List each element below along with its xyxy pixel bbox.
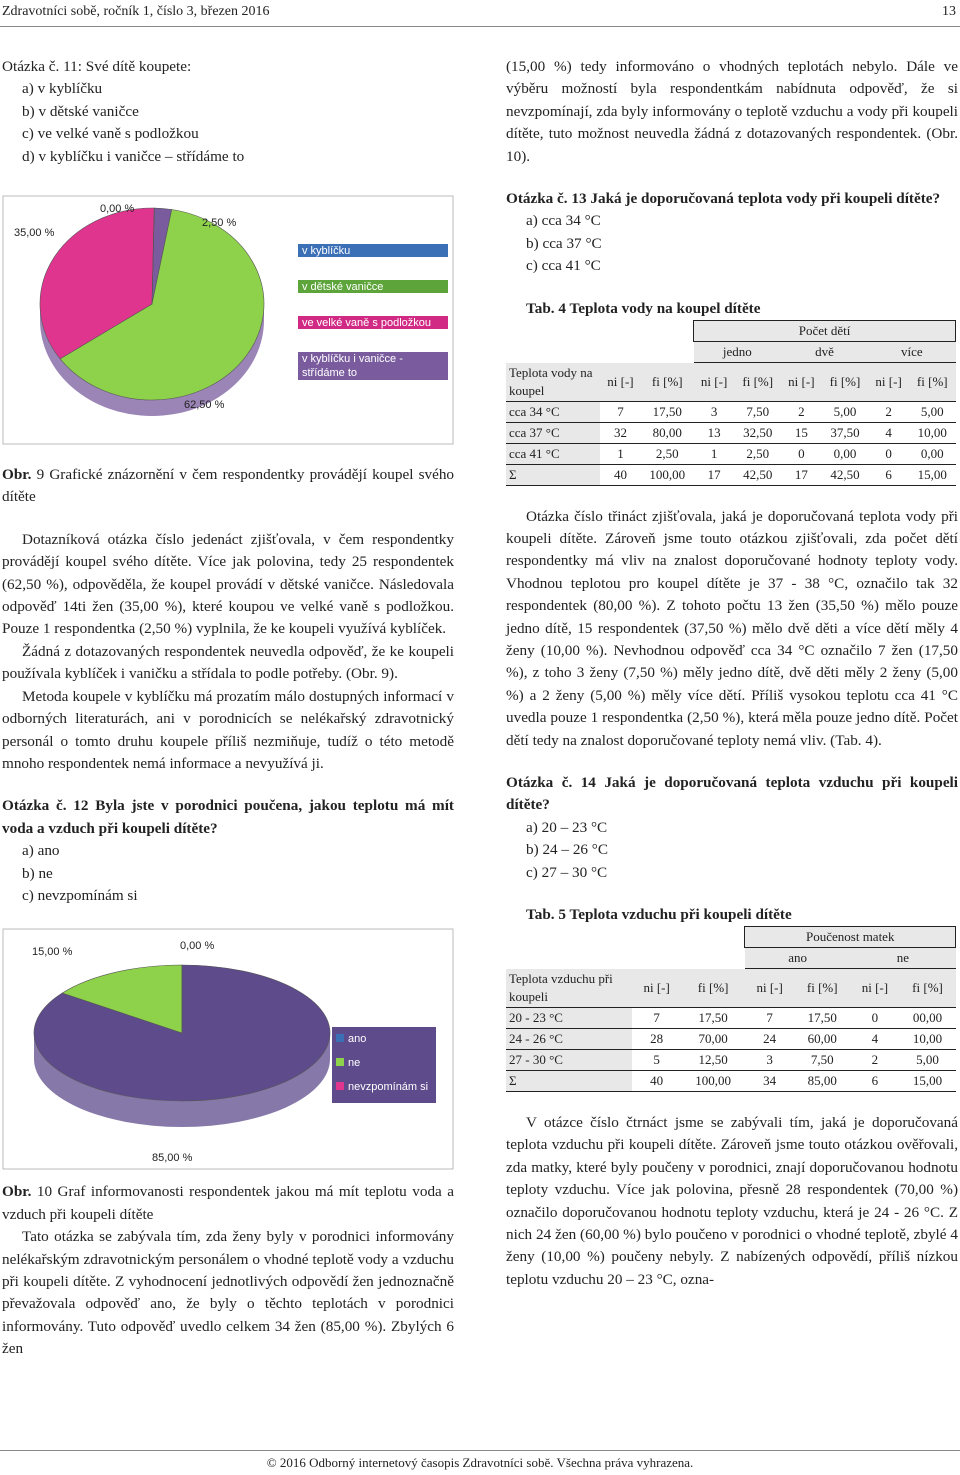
q12-num: Otázka č.	[2, 797, 67, 815]
tab4-cell: cca 37 °C	[506, 422, 600, 443]
tab4-cell: cca 41 °C	[506, 443, 600, 464]
caption-10-text: 10 Graf informovanosti respondentek jakou má mít teplotu voda a vzduch při koupeli dítěte	[2, 1183, 454, 1223]
table-row	[506, 401, 956, 422]
tab4-cell: 2,50	[746, 445, 770, 461]
tab5-cell: 24 - 26 °C	[506, 1028, 632, 1049]
tab4-colhead: fi [%]	[651, 373, 683, 389]
q14-option-b: b) 24 – 26 °C	[526, 841, 609, 859]
tab5-sub-ne: ne	[850, 948, 955, 969]
tab4-cell: 2,50	[655, 445, 679, 461]
tab4-cell: 6	[885, 466, 892, 482]
tab4-cell: 80,00	[652, 424, 682, 440]
table-row-sum	[506, 1070, 956, 1091]
tab5-colhead: fi [%]	[697, 979, 729, 995]
q12-option-b: b) ne	[22, 864, 53, 882]
tab5-colhead: ni [-]	[861, 980, 889, 996]
tab5-colhead: fi [%]	[912, 980, 943, 996]
tab4-cell: 17	[794, 466, 808, 482]
pie9-label-35: 35,00 %	[14, 227, 55, 240]
tab5-group: Poučenost matek	[745, 927, 956, 948]
tab4-colhead: ni [-]	[875, 373, 902, 389]
table-5	[506, 926, 956, 1092]
tab4-cell: 3	[710, 403, 718, 419]
tab5-colhead: ni [-]	[756, 980, 783, 996]
tab5-cell: 4	[871, 1030, 879, 1046]
tab4-cell: 15,00	[917, 466, 947, 482]
q12-title	[2, 795, 454, 840]
tab5-colhead: fi [%]	[806, 980, 838, 996]
legend-swatch-ano	[336, 1034, 344, 1042]
tab5-cell: 85,00	[807, 1072, 837, 1088]
tab5-cell: 17,50	[698, 1009, 728, 1025]
q12-text: 12 Byla jste v porodnici poučena, jakou teplotu má mít voda a vzduch při koupeli dítěte?	[2, 797, 454, 837]
left-paragraph-3: Metoda koupele v kyblíčku má prozatím málo dostupných informací v odborných literaturách, ani v porodnicích se nelékařský zdravotnický personál o tomto druhu koupele příliš nezmiňuje, tudíž o této metodě mnoho respondentek nemá informace a nevyužívá ji.	[2, 687, 454, 772]
tab4-cell: 5,00	[920, 403, 944, 419]
figure-9-caption	[2, 464, 454, 509]
q11-option-d: d) v kyblíčku i vaničce – střídáme to	[22, 147, 245, 165]
tab4-cell: 15	[794, 424, 808, 440]
legend-swatch-nevzpominam	[336, 1082, 344, 1090]
q13-option-b: b) cca 37 °C	[526, 234, 602, 252]
tab5-cell: 12,50	[698, 1051, 728, 1067]
tab5-cell: 60,00	[807, 1030, 837, 1046]
page-footer	[0, 1450, 960, 1475]
q11-title: Otázka č. 11: Své dítě koupete:	[2, 58, 192, 75]
tab5-cell: 40	[650, 1072, 664, 1088]
tab4-cell: 100,00	[649, 466, 686, 482]
copyright: © 2016 Odborný internetový časopis Zdravotníci sobě. Všechna práva vyhrazena.	[266, 1455, 694, 1470]
tab4-colhead: fi [%]	[916, 373, 948, 389]
pie9-label-2-5: 2,50 %	[202, 217, 237, 230]
tab4-sub-dve: dvě	[781, 342, 868, 363]
tab4-colhead: fi [%]	[742, 373, 774, 389]
caption-9-num: Obr.	[2, 466, 32, 484]
q11-option-b: b) v dětské vaničce	[22, 102, 139, 120]
q13-num: Otázka č.	[506, 190, 568, 208]
tab5-cell: 7	[653, 1009, 660, 1025]
tab5-cell: 5,00	[916, 1051, 939, 1067]
tab4-cell: 40	[613, 466, 627, 482]
tab5-cell: 70,00	[698, 1030, 728, 1046]
table-row	[506, 1028, 956, 1049]
tab4-cell: 0,00	[833, 445, 857, 461]
tab5-cell: 100,00	[695, 1072, 732, 1088]
tab4-cell: Σ	[506, 464, 600, 485]
pie10-label-0: 0,00 %	[180, 940, 215, 953]
left-paragraph-4: Tato otázka se zabývala tím, zda ženy byly v porodnici informovány nelékařským zdravotnickým personálem o vhodné teplotě vody a vzduchu při koupeli dítěte. Z vyhodnocení jednotlivých odpovědí žen jednoznačně převažovala odpověď ano, že byly o těchto teplotách v porodnici informovány. Tuto odpověď uvedlo celkem 34 žen (85,00 %). Zbylých 6 žen	[2, 1228, 454, 1358]
table-row	[506, 1049, 956, 1070]
tab4-title: Tab. 4 Teplota vody na koupel dítěte	[526, 299, 761, 317]
tab5-rowhead: Teplota vzduchu při koupeli	[509, 970, 613, 1004]
tab4-cell: 32	[613, 424, 627, 440]
tab4-colhead: ni [-]	[607, 373, 634, 389]
tab4-cell: 37,50	[830, 424, 860, 440]
tab4-cell: 7	[617, 403, 624, 419]
tab5-cell: 7	[766, 1009, 773, 1025]
right-column	[506, 56, 958, 1291]
pie-chart-9	[2, 182, 454, 452]
tab4-cell: 0,00	[920, 445, 944, 461]
figure-9	[2, 182, 454, 452]
q13-text: 13 Jaká je doporučovaná teplota vody při koupeli dítěte?	[571, 190, 941, 208]
q14-option-a: a) 20 – 23 °C	[526, 818, 608, 836]
tab5-cell: 7,50	[810, 1051, 834, 1067]
legend-stridame-1: v kyblíčku i vaničce -	[302, 353, 403, 366]
q12-option-a: a) ano	[22, 842, 60, 860]
tab5-cell: 24	[763, 1030, 777, 1046]
page-header	[0, 0, 960, 27]
q14-title	[506, 772, 958, 817]
legend-vanicka: v dětské vaničce	[302, 281, 384, 294]
tab4-cell: 0	[798, 445, 805, 461]
tab5-cell: 20 - 23 °C	[506, 1007, 632, 1028]
left-paragraph-2: Žádná z dotazovaných respondentek neuvedla odpověď, že ke koupeli používala kyblíček i vaničku a střídala to podle potřeby. (Obr. 9).	[2, 642, 454, 683]
page-number: 13	[942, 4, 956, 19]
tab4-cell: 13	[707, 424, 721, 440]
tab4-rowhead: Teplota vody na koupel	[509, 364, 593, 398]
tab4-cell: cca 34 °C	[506, 401, 600, 422]
pie9-label-62-5: 62,50 %	[184, 399, 225, 412]
tab4-cell: 5,00	[833, 403, 857, 419]
tab4-cell: 32,50	[743, 424, 773, 440]
table-row	[506, 1007, 956, 1028]
legend-ne: ne	[348, 1057, 361, 1070]
q11-option-c: c) ve velké vaně s podložkou	[22, 125, 199, 143]
q12-option-c: c) nevzpomínám si	[22, 886, 138, 904]
legend-kyblicek: v kyblíčku	[302, 245, 351, 258]
tab5-cell: 34	[763, 1072, 777, 1088]
q11-option-a: a) v kyblíčku	[22, 80, 103, 98]
tab5-cell: 2	[871, 1051, 879, 1067]
tab4-group: Počet dětí	[694, 321, 956, 342]
q13-option-c: c) cca 41 °C	[526, 257, 601, 275]
tab5-colhead: ni [-]	[643, 979, 670, 995]
tab4-cell: 1	[617, 445, 624, 461]
figure-10-caption	[2, 1181, 454, 1226]
tab5-cell: Σ	[506, 1070, 632, 1091]
legend-swatch-ne	[336, 1058, 344, 1066]
tab5-cell: 6	[871, 1072, 879, 1088]
table-4	[506, 320, 956, 486]
tab5-cell: 5	[653, 1051, 660, 1067]
tab5-cell: 28	[650, 1030, 664, 1046]
tab4-colhead: fi [%]	[829, 373, 861, 389]
table-row	[506, 422, 956, 443]
caption-10-num: Obr.	[2, 1183, 32, 1201]
q14-option-c: c) 27 – 30 °C	[526, 863, 608, 881]
caption-9-text: 9 Grafické znázornění v čem respondentky provádějí koupel svého dítěte	[2, 466, 455, 506]
right-paragraph-3: V otázce číslo čtrnáct jsme se zabývali tím, jaká je doporučovaná teplota vzduchu při koupeli dítěte. Zároveň jsme touto otázkou ověřovali, zda matky, které byly poučeny v porodnici, znají doporučovanou hodnotu teploty vzduchu. Více jak polovina, přesně 28 respondentek (70,00 %) označilo doporučovanou hodnotu teploty vzduchu, která je 24 - 26 °C. Z nich 24 žen (60,00 %) bylo poučeno v porodnici o vhodné teplotě, zbylé 4 ženy (10,00 %) poučeny nebyly. Z nabízených odpovědí, příliš nízkou teplotu vzduchu 20 – 23 °C, ozna-	[506, 1113, 958, 1288]
tab4-sub-vice: více	[868, 342, 955, 363]
tab5-cell: 17,50	[807, 1009, 837, 1025]
pie-chart-10	[2, 923, 454, 1173]
tab4-cell: 17	[707, 466, 721, 482]
legend-stridame-2: střídáme to	[302, 367, 358, 380]
pie10-label-85: 85,00 %	[152, 1152, 193, 1165]
legend-vana: ve velké vaně s podložkou	[302, 317, 432, 330]
tab5-cell: 10,00	[912, 1030, 943, 1046]
tab5-cell: 27 - 30 °C	[506, 1049, 632, 1070]
q14-text: 14 Jaká je doporučovaná teplota vzduchu při koupeli dítěte?	[506, 774, 958, 814]
legend-nevzpominam: nevzpomínám si	[348, 1081, 429, 1094]
tab4-cell: 2	[885, 403, 892, 419]
tab4-colhead: ni [-]	[788, 373, 815, 389]
tab4-cell: 17,50	[652, 403, 682, 419]
right-paragraph-2: Otázka číslo třináct zjišťovala, jaká je doporučovaná teplota vody při koupeli dítěte. Zároveň jsme touto otázkou zjišťovali, zda počet dětí respondentky má vliv na znalost doporučované hodnoty teploty vody. Vhodnou teplotou pro koupel dítěte je 37 - 38 °C, označilo tak 32 respondentek (80,00 %). Z tohoto počtu 13 žen (35,50 %) mělo pouze jedno dítě, 15 respondentek (37,50 %) mělo dvě děti a více dětí měly 4 ženy (10,00 %). Nevhodnou odpověď cca 34 °C označilo 7 žen (17,50 %), z toho 3 ženy (7,50 %) měly jedno dítě, dvě děti měly 2 ženy (5,00 %) a 2 ženy (5,00 %) měly více dětí. Příliš vysokou teplotu cca 41 °C uvedla pouze 1 respondentka (2,50 %), která měla pouze jedno dítě. Počet dětí tedy na znalost doporučované teploty nemá vliv. (Tab. 4).	[506, 507, 958, 749]
right-paragraph-1: (15,00 %) tedy informováno o vhodných teplotách nebylo. Dále ve výběru možností byla respondentkám nabídnuta odpověď, že si nevzpomínají, zda byly informovány o teplotě vzduchu a vody při koupeli dítěte, tuto možnost neuvedla žádná z dotazovaných respondentek. (Obr. 10).	[506, 58, 958, 165]
tab5-cell: 3	[766, 1051, 773, 1067]
tab4-cell: 42,50	[830, 466, 860, 482]
figure-10	[2, 923, 454, 1173]
tab4-cell: 7,50	[746, 403, 770, 419]
left-paragraph-1: Dotazníková otázka číslo jedenáct zjišťovala, v čem respondentky provádějí koupel svého dítěte. Více jak polovina, tedy 25 respondentek (62,50 %), odpověděla, že koupel provádí v dětské vaničce. Následovala odpověď 14ti žen (35,00 %), které koupou ve velké vaně s podložkou. Pouze 1 respondentka (2,50 %) vyplnila, že ke koupeli využívá kyblíček.	[2, 530, 454, 638]
table-row-sum	[506, 464, 956, 485]
tab4-cell: 4	[885, 424, 892, 440]
left-column	[2, 56, 454, 1361]
tab4-cell: 1	[710, 445, 718, 461]
pie9-label-0: 0,00 %	[100, 203, 135, 216]
tab4-colhead: ni [-]	[700, 373, 728, 389]
q13-title	[506, 188, 958, 210]
tab4-cell: 0	[885, 445, 892, 461]
journal-title: Zdravotníci sobě, ročník 1, číslo 3, březen 2016	[2, 4, 270, 19]
tab5-cell: 0	[871, 1009, 879, 1025]
tab5-title: Tab. 5 Teplota vzduchu při koupeli dítěte	[526, 906, 792, 924]
tab4-cell: 42,50	[743, 466, 773, 482]
tab4-cell: 2	[798, 403, 805, 419]
table-row	[506, 443, 956, 464]
tab4-sub-jedno: jedno	[694, 342, 781, 363]
pie10-label-15: 15,00 %	[32, 946, 73, 959]
tab4-cell: 10,00	[917, 424, 947, 440]
legend-ano: ano	[348, 1033, 367, 1046]
q14-num: Otázka č.	[506, 774, 573, 792]
tab5-cell: 15,00	[912, 1072, 943, 1088]
tab5-cell: 00,00	[912, 1009, 943, 1025]
q13-option-a: a) cca 34 °C	[526, 212, 601, 230]
tab5-sub-ano: ano	[745, 948, 850, 969]
